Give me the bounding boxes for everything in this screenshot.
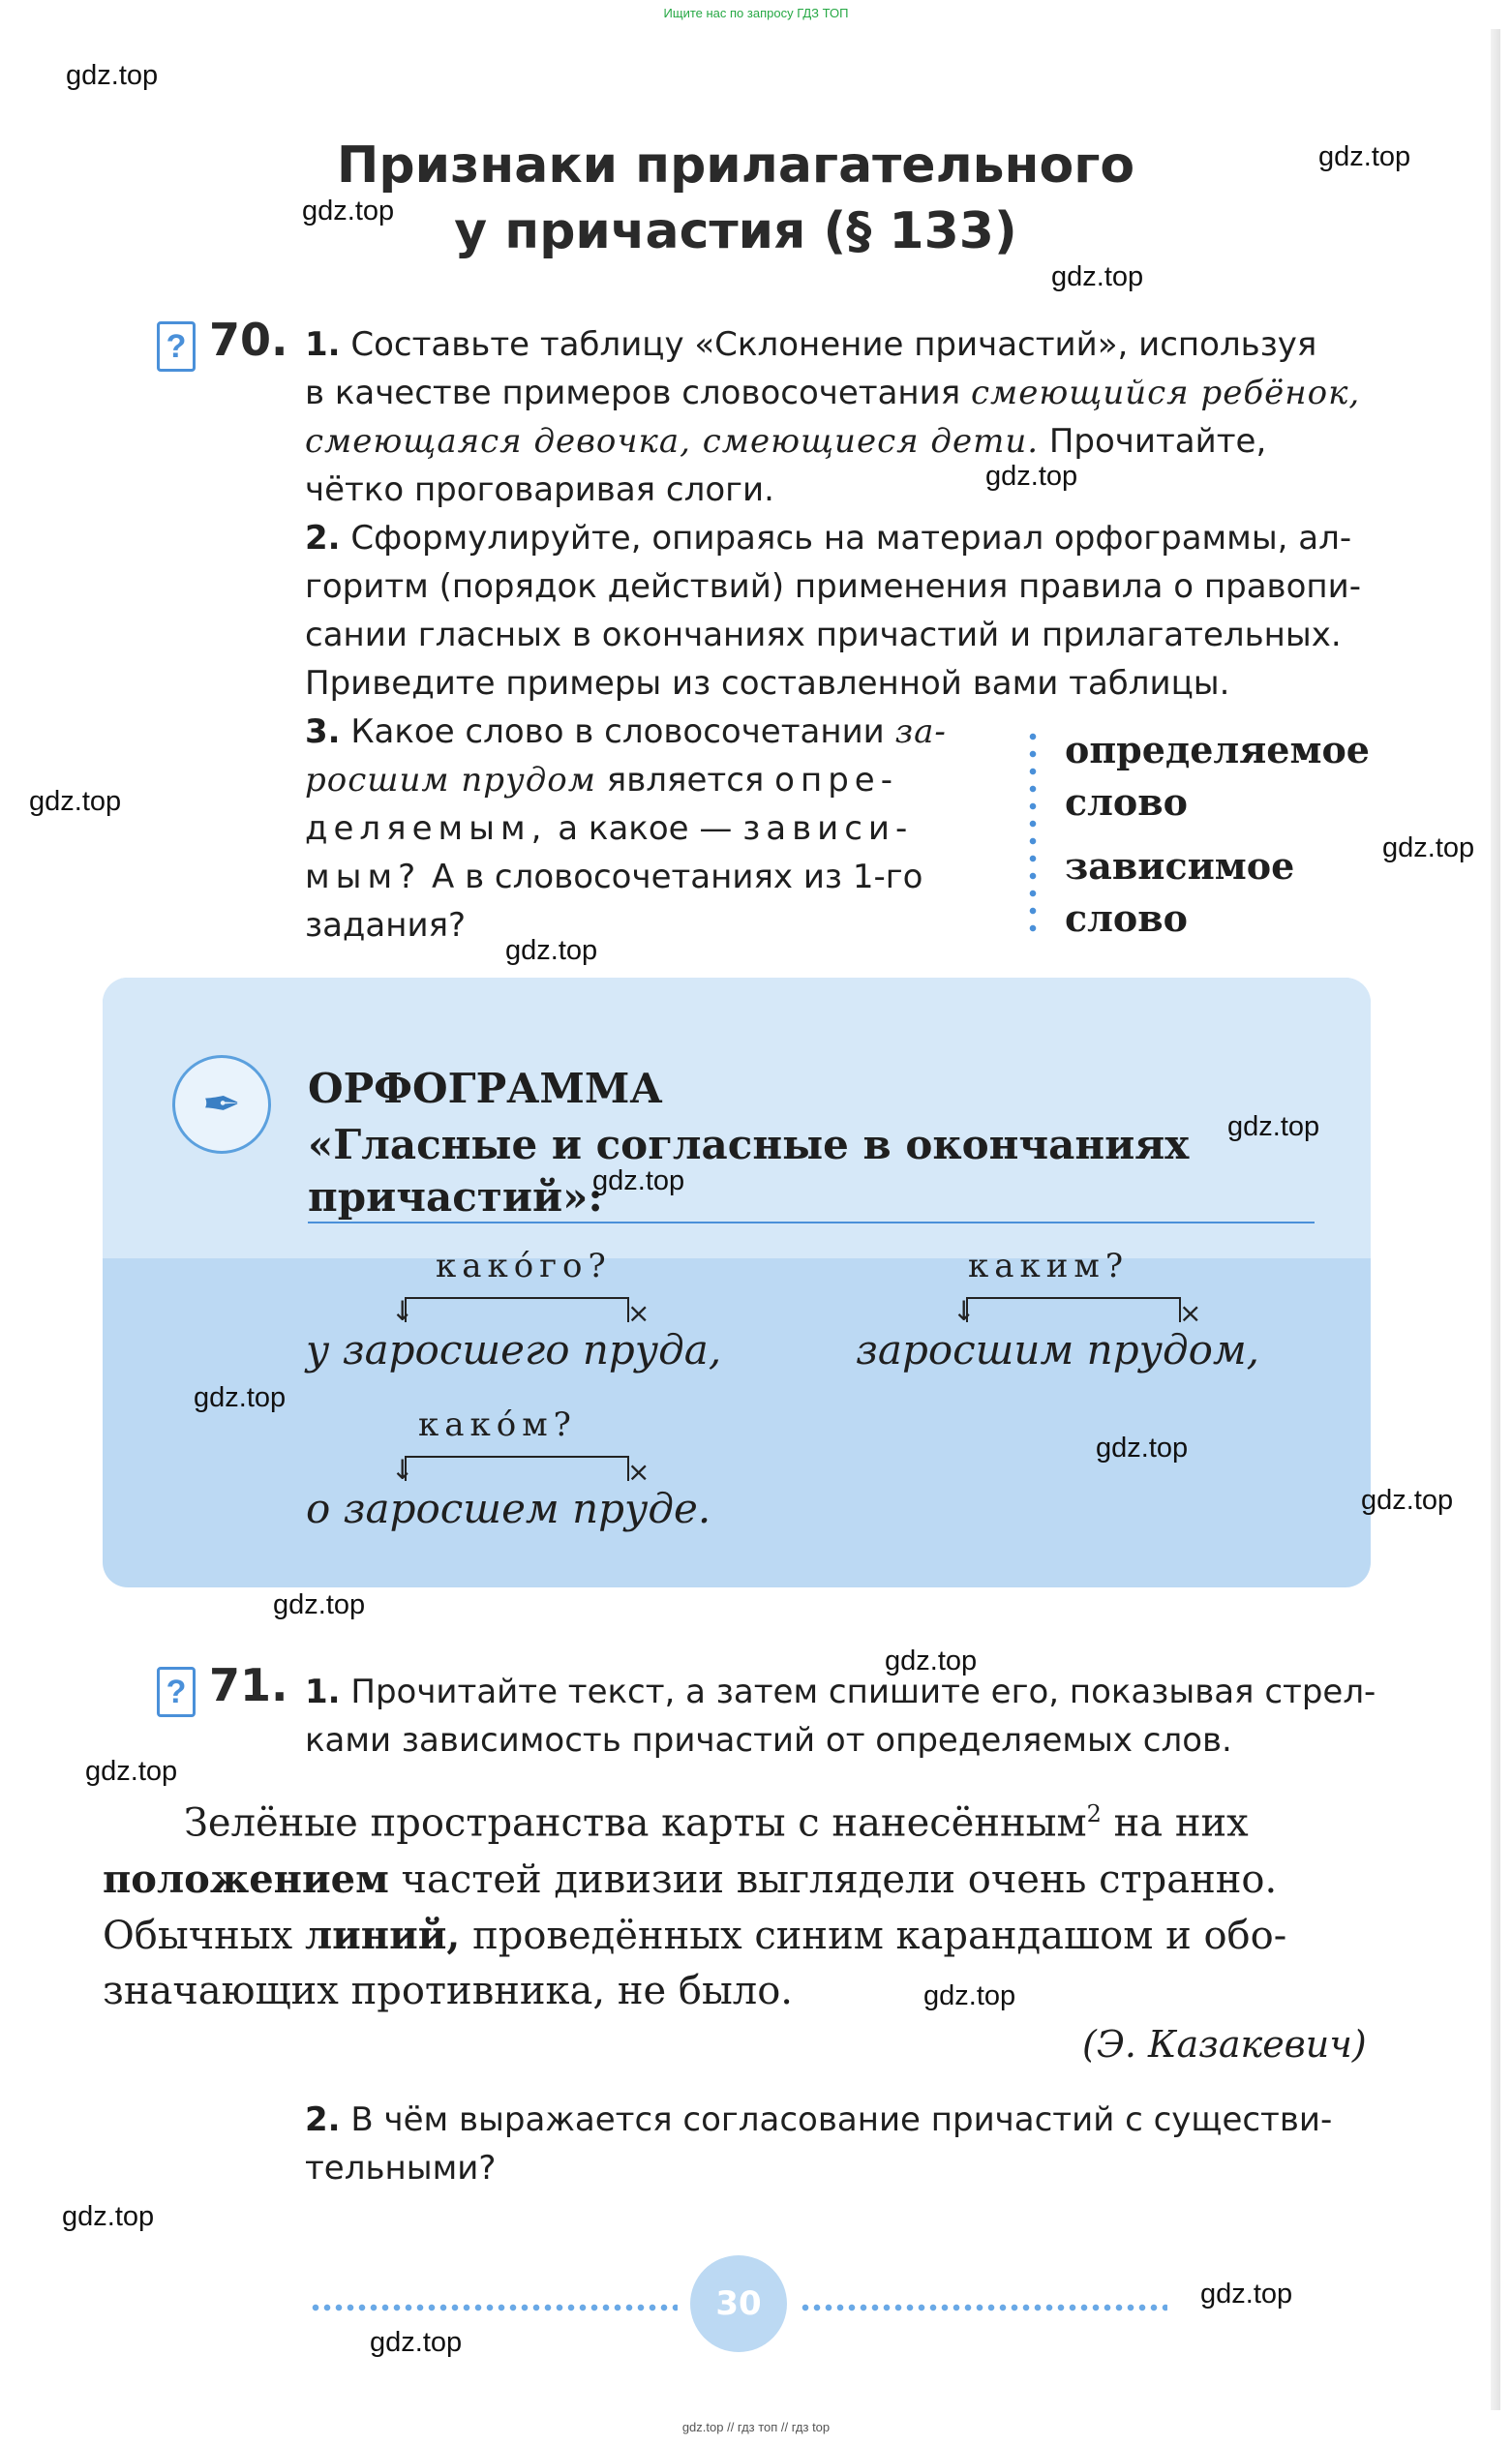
text-author: (Э. Казакевич) — [1082, 2023, 1367, 2066]
question-icon: ? — [157, 1667, 196, 1717]
watermark: gdz.top — [194, 1382, 287, 1413]
page-edge — [1491, 29, 1500, 2410]
page-number-dots-right — [800, 2304, 1167, 2311]
arrow-down-icon: ↓ — [953, 1295, 976, 1327]
ex70-task2-line4: Приведите примеры из составленной вами таблицы. — [305, 664, 1230, 703]
watermark: gdz.top — [1200, 2279, 1293, 2310]
ex71-task2-line2: тельными? — [305, 2149, 497, 2188]
watermark: gdz.top — [1096, 1433, 1189, 1464]
term-dependent-line1: зависимое — [1065, 844, 1295, 888]
dependency-bracket-2 — [966, 1297, 1181, 1322]
ex70-task1-line2: в качестве примеров словосочетания смеющийся ребёнок, — [305, 374, 1361, 412]
arrow-down-icon: ↓ — [391, 1295, 414, 1327]
orfogramma-subtitle-line2: причастий»: — [308, 1173, 603, 1221]
ex70-task2-line1: 2. Сформулируйте, опираясь на материал орфограммы, ал- — [305, 519, 1352, 558]
watermark: gdz.top — [985, 461, 1078, 492]
ex71-task1-line2: ками зависимость причастий от определяемых слов. — [305, 1721, 1232, 1760]
ex70-task3-line2: росшим прудом является опре- — [305, 761, 898, 800]
bottom-banner: gdz.top // гдз топ // гдз top — [681, 2420, 831, 2434]
dependency-bracket-3 — [405, 1456, 629, 1481]
page-number-dots-left — [310, 2304, 678, 2311]
ex70-task2-line2: горитм (порядок действий) применения правила о правопи- — [305, 567, 1361, 606]
watermark: gdz.top — [370, 2327, 463, 2358]
watermark: gdz.top — [62, 2201, 155, 2232]
watermark: gdz.top — [66, 60, 159, 91]
ex70-task2-line3: сании гласных в окончаниях причастий и прилагательных. — [305, 616, 1342, 654]
ex70-task3-line3: деляемым, а какое — зависи- — [305, 809, 914, 848]
cross-icon: × — [1179, 1297, 1202, 1329]
page-number: 30 — [690, 2255, 787, 2352]
page-title-line-2: у причастия (§ 133) — [454, 202, 1017, 260]
watermark: gdz.top — [1227, 1111, 1320, 1142]
watermark: gdz.top — [1318, 141, 1411, 172]
watermark: gdz.top — [302, 196, 395, 226]
ex71-task1-line1: 1. Прочитайте текст, а затем спишите его, показывая стрел- — [305, 1673, 1376, 1711]
watermark: gdz.top — [1361, 1485, 1454, 1516]
exercise-71-number: 71. — [209, 1659, 288, 1711]
ex71-text-line4: значающих противника, не было. — [103, 1969, 793, 2013]
question-kakim: каким? — [968, 1247, 1130, 1285]
ex70-task3-line5: задания? — [305, 906, 467, 945]
example-zarosshem-prude: о заросшем пруде. — [306, 1485, 711, 1532]
watermark: gdz.top — [29, 786, 122, 817]
watermark: gdz.top — [505, 935, 598, 966]
orfogramma-subtitle-line1: «Гласные и согласные в окончаниях — [308, 1121, 1190, 1168]
orfogramma-divider — [308, 1222, 1315, 1223]
ex71-task2-line1: 2. В чём выражается согласование причастий с существи- — [305, 2100, 1333, 2139]
watermark: gdz.top — [885, 1646, 978, 1676]
question-icon: ? — [157, 321, 196, 372]
ex70-task1-line1: 1. Составьте таблицу «Склонение причастий», используя — [305, 325, 1317, 364]
question-kakogo: какóго? — [436, 1247, 612, 1285]
ex71-text-line3: Обычных линий, проведённых синим карандашом и обо- — [103, 1913, 1287, 1958]
term-definable-line2: слово — [1065, 780, 1189, 824]
orfogramma-heading: ОРФОГРАММА — [308, 1065, 663, 1112]
ex71-text-line1: Зелёные пространства карты с нанесённым$^2$ на них — [184, 1800, 1249, 1846]
pen-icon: ✒ — [172, 1055, 271, 1154]
question-kakom: какóм? — [418, 1405, 577, 1444]
watermark: gdz.top — [923, 1980, 1016, 2011]
ex70-task1-line4: чётко проговаривая слоги. — [305, 470, 774, 509]
cross-icon: × — [627, 1456, 650, 1488]
watermark: gdz.top — [1382, 832, 1475, 863]
watermark: gdz.top — [85, 1756, 178, 1787]
watermark: gdz.top — [592, 1165, 685, 1196]
dependency-bracket-1 — [405, 1297, 629, 1322]
orfogramma-header-panel — [103, 978, 1371, 1258]
example-zarosshim-prudom: заросшим прудом, — [856, 1326, 1260, 1374]
ex70-task1-line3: смеющаяся девочка, смеющиеся дети. Прочитайте, — [305, 422, 1267, 461]
arrow-down-icon: ↓ — [391, 1454, 414, 1486]
ex71-text-line2: положением частей дивизии выглядели очень странно. — [103, 1857, 1278, 1902]
ex70-task3-line4: мым? А в словосочетаниях из 1-го — [305, 858, 923, 896]
exercise-70-number: 70. — [209, 314, 288, 366]
term-dependent-line2: слово — [1065, 896, 1189, 940]
watermark: gdz.top — [273, 1589, 366, 1620]
page-title-line-1: Признаки прилагательного — [336, 136, 1135, 195]
term-divider-dots — [1029, 728, 1037, 936]
top-banner: Ищите нас по запросу ГДЗ ТОП — [663, 6, 849, 20]
watermark: gdz.top — [1051, 261, 1144, 292]
ex70-task3-line1: 3. Какое слово в словосочетании за- — [305, 712, 947, 751]
cross-icon: × — [627, 1297, 650, 1329]
term-definable-line1: определяемое — [1065, 728, 1370, 771]
example-zarosshego-pruda: у заросшего пруда, — [306, 1326, 722, 1374]
